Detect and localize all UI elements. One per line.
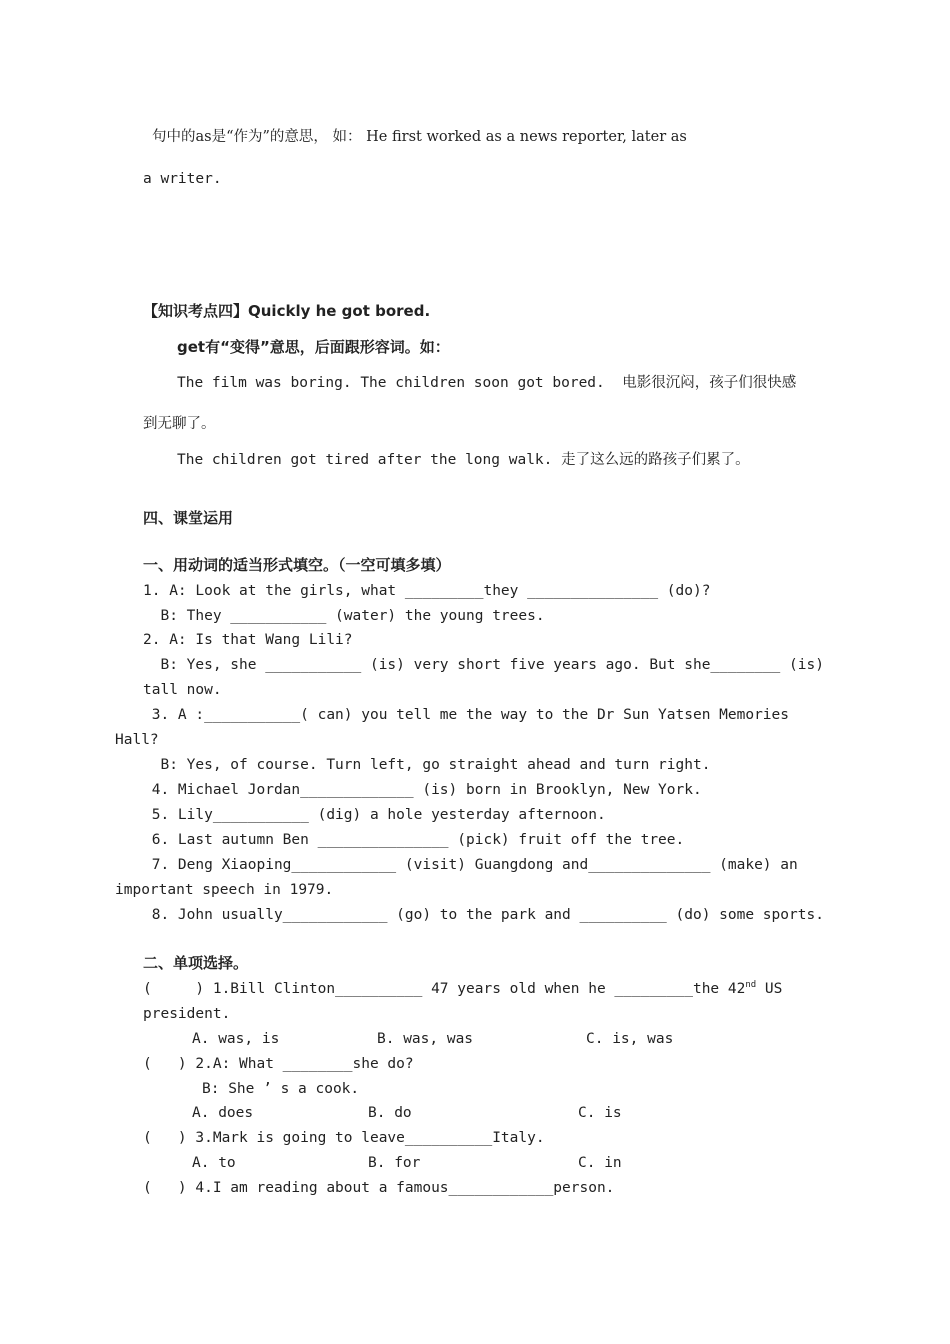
part1-line: 1. A: Look at the girls, what _________they _______________ (do)? [143, 583, 711, 599]
question-1-option-c: C. is, was [586, 1031, 674, 1047]
question-2-option-b: B. do [368, 1105, 412, 1121]
part1-line: 7. Deng Xiaoping____________ (visit) Guangdong and______________ (make) an [143, 857, 798, 873]
part1-line: 5. Lily___________ (dig) a hole yesterday afternoon. [143, 807, 606, 823]
question-3: ( ) 3.Mark is going to leave__________Italy. [143, 1130, 545, 1146]
point4-example-1b: 到无聊了。 [143, 416, 216, 432]
part1-line: tall now. [143, 682, 222, 698]
part1-line: 3. A :___________( can) you tell me the way to the Dr Sun Yatsen Memories [143, 707, 790, 723]
question-4: ( ) 4.I am reading about a famous____________person. [143, 1180, 615, 1196]
question-2: ( ) 2.A: What ________she do? [143, 1056, 414, 1072]
intro-line-1: 句中的as是“作为”的意思， 如： He first worked as a news reporter, later as [152, 129, 687, 145]
question-1 [143, 980, 782, 998]
question-3-option-c: C. in [578, 1155, 622, 1171]
part1-line: 4. Michael Jordan_____________ (is) born in Brooklyn, New York. [143, 782, 702, 798]
point4-example-2: The children got tired after the long walk. 走了这么远的路孩子们累了。 [177, 452, 750, 468]
part1-line: important speech in 1979. [115, 882, 334, 898]
question-1-option-b: B. was, was [377, 1031, 474, 1047]
question-1-suffix: US [756, 981, 783, 997]
point4-rule: get有“变得”意思，后面跟形容词。如： [177, 338, 450, 356]
part1-line: Hall? [115, 732, 159, 748]
part1-line: B: Yes, she ___________ (is) very short five years ago. But she________ (is) [143, 657, 824, 673]
part2-title: 二、单项选择。 [143, 954, 249, 972]
question-3-option-a: A. to [192, 1155, 236, 1171]
question-1-option-a: A. was, is [192, 1031, 280, 1047]
question-2-answer: B: She ’ s a cook. [202, 1081, 360, 1097]
question-1-cont: president. [143, 1006, 231, 1022]
part1-line: 6. Last autumn Ben _______________ (pick) fruit off the tree. [143, 832, 685, 848]
point4-heading: 【知识考点四】Quickly he got bored. [143, 302, 431, 320]
part1-title: 一、用动词的适当形式填空。（一空可填多填） [143, 556, 451, 574]
part1-line: B: They ___________ (water) the young trees. [143, 608, 545, 624]
part1-line: 2. A: Is that Wang Lili? [143, 632, 353, 648]
section4-title: 四、课堂运用 [143, 509, 234, 527]
part1-line: 8. John usually____________ (go) to the park and __________ (do) some sports. [143, 907, 824, 923]
ordinal-suffix: nd [745, 980, 757, 991]
point4-example-1a: The film was boring. The children soon got bored. 电影很沉闷，孩子们很快感 [177, 375, 797, 391]
question-2-option-c: C. is [578, 1105, 622, 1121]
part1-line: B: Yes, of course. Turn left, go straight ahead and turn right. [143, 757, 711, 773]
question-1-text: ( ) 1.Bill Clinton__________ 47 years old when he _________the 42 [143, 981, 746, 997]
question-2-option-a: A. does [192, 1105, 254, 1121]
intro-line-2: a writer. [143, 171, 222, 187]
question-3-option-b: B. for [368, 1155, 421, 1171]
